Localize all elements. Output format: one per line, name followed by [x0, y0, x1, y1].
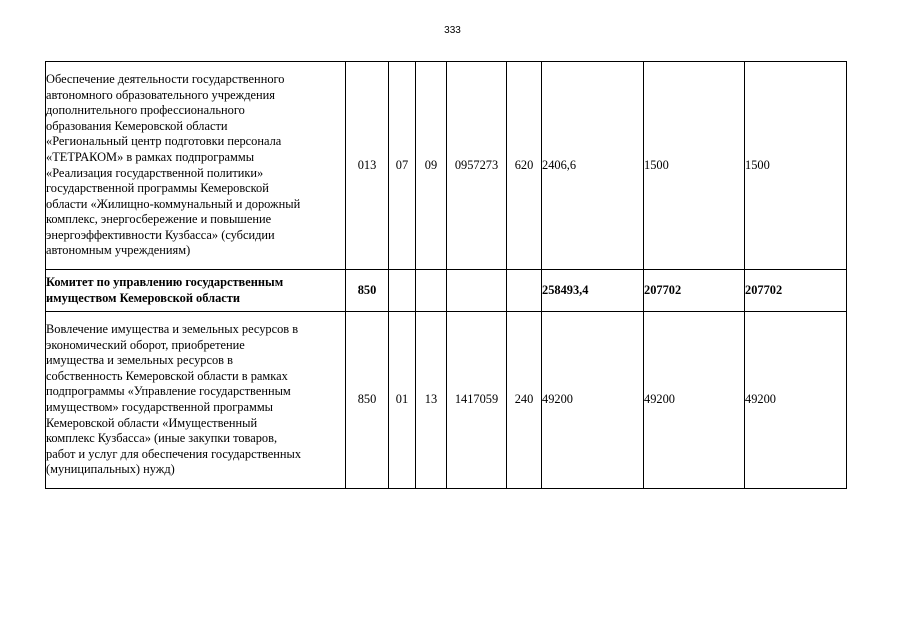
- section-code: [389, 270, 416, 312]
- target-article-code: [447, 270, 507, 312]
- ministry-code: 013: [346, 62, 389, 270]
- ministry-code: 850: [346, 312, 389, 489]
- amount-year-1: 2406,6: [542, 62, 644, 270]
- subsection-code: 09: [416, 62, 447, 270]
- target-article-code: 0957273: [447, 62, 507, 270]
- section-code: 07: [389, 62, 416, 270]
- amount-year-1: 258493,4: [542, 270, 644, 312]
- target-article-code: 1417059: [447, 312, 507, 489]
- subsection-code: 13: [416, 312, 447, 489]
- committee-name: Комитет по управлению государственным имуществом Кемеровской области: [46, 270, 346, 312]
- subsection-code: [416, 270, 447, 312]
- section-code: 01: [389, 312, 416, 489]
- amount-year-3: 207702: [745, 270, 847, 312]
- amount-year-2: 1500: [644, 62, 745, 270]
- expense-type-code: [507, 270, 542, 312]
- page-number: 333: [444, 25, 461, 36]
- expense-type-code: 620: [507, 62, 542, 270]
- table-row: [46, 270, 847, 312]
- budget-table: [45, 61, 847, 489]
- amount-year-1: 49200: [542, 312, 644, 489]
- expense-description: Вовлечение имущества и земельных ресурсов в экономический оборот, приобретение имущества и земельных ресурсов в собственность Кемеровской области в рамках подпрограммы «Управление государственным имуществом» государственной программы Кемеровской области «Имущественный комплекс Кузбасса» (иные закупки товаров, работ и услуг для обеспечения государственных (муниципальных) нужд): [46, 312, 346, 489]
- expense-description: Обеспечение деятельности государственного автономного образовательного учреждения дополнительного профессионального образования Кемеровской области «Региональный центр подготовки персонала «ТЕТРАКОМ» в рамках подпрограммы «Реализация государственной политики» государственной программы Кемеровской области «Жилищно-коммунальный и дорожный комплекс, энергосбережение и повышение энергоэффективности Кузбасса» (субсидии автономным учреждениям): [46, 62, 346, 270]
- amount-year-3: 49200: [745, 312, 847, 489]
- table-row: [46, 312, 847, 489]
- ministry-code: 850: [346, 270, 389, 312]
- amount-year-2: 207702: [644, 270, 745, 312]
- amount-year-3: 1500: [745, 62, 847, 270]
- table-row: [46, 62, 847, 270]
- amount-year-2: 49200: [644, 312, 745, 489]
- expense-type-code: 240: [507, 312, 542, 489]
